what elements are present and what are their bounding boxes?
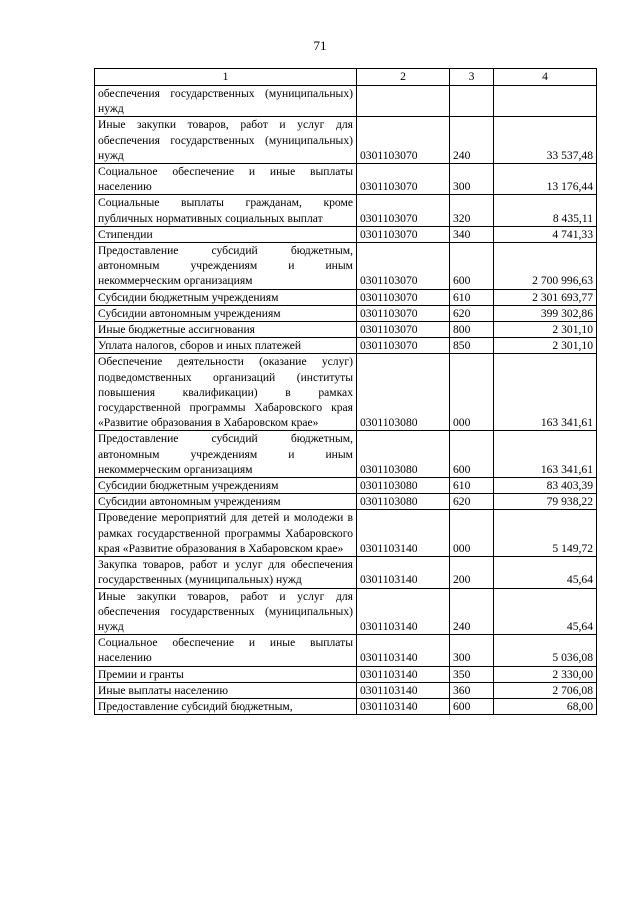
row-type: 240: [450, 588, 494, 635]
row-name: Предоставление субсидий бюджетным, автономным учреждениям и иным некоммерческим организациям: [95, 243, 357, 290]
row-name: Субсидии бюджетным учреждениям: [95, 289, 357, 305]
row-code: 0301103070: [357, 338, 450, 354]
row-code: 0301103070: [357, 289, 450, 305]
row-name: Предоставление субсидий бюджетным, автономным учреждениям и иным некоммерческим организациям: [95, 431, 357, 478]
row-code: 0301103140: [357, 698, 450, 714]
row-type: 350: [450, 666, 494, 682]
table-row: [95, 338, 597, 354]
row-code: 0301103080: [357, 431, 450, 478]
row-type: 240: [450, 117, 494, 164]
table-row: [95, 117, 597, 164]
table-row: [95, 226, 597, 242]
row-type: 340: [450, 226, 494, 242]
table-row: [95, 289, 597, 305]
row-name: обеспечения государственных (муниципальных) нужд: [95, 86, 357, 117]
row-amount: 5 149,72: [494, 510, 597, 557]
row-amount: 45,64: [494, 557, 597, 588]
budget-table: [94, 68, 597, 715]
row-code: 0301103080: [357, 478, 450, 494]
row-type: 300: [450, 164, 494, 195]
table-row: [95, 635, 597, 666]
row-type: 200: [450, 557, 494, 588]
row-code: 0301103140: [357, 682, 450, 698]
row-amount: 2 700 996,63: [494, 243, 597, 290]
row-name: Иные бюджетные ассигнования: [95, 322, 357, 338]
row-name: Социальное обеспечение и иные выплаты населению: [95, 635, 357, 666]
table-row: [95, 478, 597, 494]
row-code: 0301103140: [357, 635, 450, 666]
header-col-3: 3: [450, 69, 494, 86]
row-type: 850: [450, 338, 494, 354]
row-name: Стипендии: [95, 226, 357, 242]
table-row: [95, 682, 597, 698]
page-number: 71: [313, 38, 327, 53]
row-type: 800: [450, 322, 494, 338]
row-amount: 2 301 693,77: [494, 289, 597, 305]
row-code: 0301103140: [357, 666, 450, 682]
row-amount: 399 302,86: [494, 305, 597, 321]
table-row: [95, 666, 597, 682]
row-amount: 2 330,00: [494, 666, 597, 682]
row-type: 600: [450, 431, 494, 478]
row-name: Субсидии автономным учреждениям: [95, 305, 357, 321]
row-amount: 163 341,61: [494, 354, 597, 431]
row-amount: 2 301,10: [494, 322, 597, 338]
row-code: 0301103140: [357, 557, 450, 588]
table-row: [95, 431, 597, 478]
row-type: 000: [450, 354, 494, 431]
table-row: [95, 322, 597, 338]
row-name: Уплата налогов, сборов и иных платежей: [95, 338, 357, 354]
row-name: Иные выплаты населению: [95, 682, 357, 698]
row-code: 0301103070: [357, 226, 450, 242]
row-name: Премии и гранты: [95, 666, 357, 682]
row-type: [450, 86, 494, 117]
row-code: 0301103140: [357, 510, 450, 557]
row-name: Обеспечение деятельности (оказание услуг) подведомственных организаций (институты повышения квалификации) в рамках государственной программы Хабаровского края «Развитие образования в Хабаровском крае»: [95, 354, 357, 431]
row-type: 300: [450, 635, 494, 666]
row-type: 620: [450, 494, 494, 510]
row-name: Субсидии автономным учреждениям: [95, 494, 357, 510]
row-name: Субсидии бюджетным учреждениям: [95, 478, 357, 494]
row-code: 0301103070: [357, 164, 450, 195]
table-row: [95, 698, 597, 714]
row-amount: 2 706,08: [494, 682, 597, 698]
row-amount: 8 435,11: [494, 195, 597, 226]
row-amount: 13 176,44: [494, 164, 597, 195]
row-type: 320: [450, 195, 494, 226]
row-code: 0301103140: [357, 588, 450, 635]
row-name: Иные закупки товаров, работ и услуг для обеспечения государственных (муниципальных) нужд: [95, 588, 357, 635]
row-amount: 4 741,33: [494, 226, 597, 242]
row-name: Социальные выплаты гражданам, кроме публичных нормативных социальных выплат: [95, 195, 357, 226]
row-name: Иные закупки товаров, работ и услуг для обеспечения государственных (муниципальных) нужд: [95, 117, 357, 164]
table-row: [95, 86, 597, 117]
row-code: 0301103070: [357, 243, 450, 290]
row-code: 0301103080: [357, 494, 450, 510]
row-name: Закупка товаров, работ и услуг для обеспечения государственных (муниципальных) нужд: [95, 557, 357, 588]
table-row: [95, 195, 597, 226]
row-amount: 79 938,22: [494, 494, 597, 510]
row-type: 000: [450, 510, 494, 557]
row-amount: 2 301,10: [494, 338, 597, 354]
row-type: 610: [450, 289, 494, 305]
row-amount: 33 537,48: [494, 117, 597, 164]
table-header-row: [95, 69, 597, 86]
row-code: 0301103080: [357, 354, 450, 431]
row-code: 0301103070: [357, 322, 450, 338]
row-type: 620: [450, 305, 494, 321]
row-code: [357, 86, 450, 117]
table-row: [95, 588, 597, 635]
row-name: Социальное обеспечение и иные выплаты населению: [95, 164, 357, 195]
row-type: 360: [450, 682, 494, 698]
row-amount: 45,64: [494, 588, 597, 635]
row-type: 600: [450, 698, 494, 714]
header-col-4: 4: [494, 69, 597, 86]
row-code: 0301103070: [357, 195, 450, 226]
table-row: [95, 243, 597, 290]
table-row: [95, 354, 597, 431]
table-row: [95, 557, 597, 588]
row-amount: 83 403,39: [494, 478, 597, 494]
row-name: Предоставление субсидий бюджетным,: [95, 698, 357, 714]
header-col-1: 1: [95, 69, 357, 86]
row-code: 0301103070: [357, 305, 450, 321]
row-code: 0301103070: [357, 117, 450, 164]
table-row: [95, 305, 597, 321]
table-row: [95, 510, 597, 557]
row-name: Проведение мероприятий для детей и молодежи в рамках государственной программы Хабаровского края «Развитие образования в Хабаровском крае»: [95, 510, 357, 557]
row-amount: 163 341,61: [494, 431, 597, 478]
row-amount: 5 036,08: [494, 635, 597, 666]
row-amount: [494, 86, 597, 117]
row-type: 610: [450, 478, 494, 494]
row-amount: 68,00: [494, 698, 597, 714]
row-type: 600: [450, 243, 494, 290]
table-row: [95, 164, 597, 195]
header-col-2: 2: [357, 69, 450, 86]
table-row: [95, 494, 597, 510]
